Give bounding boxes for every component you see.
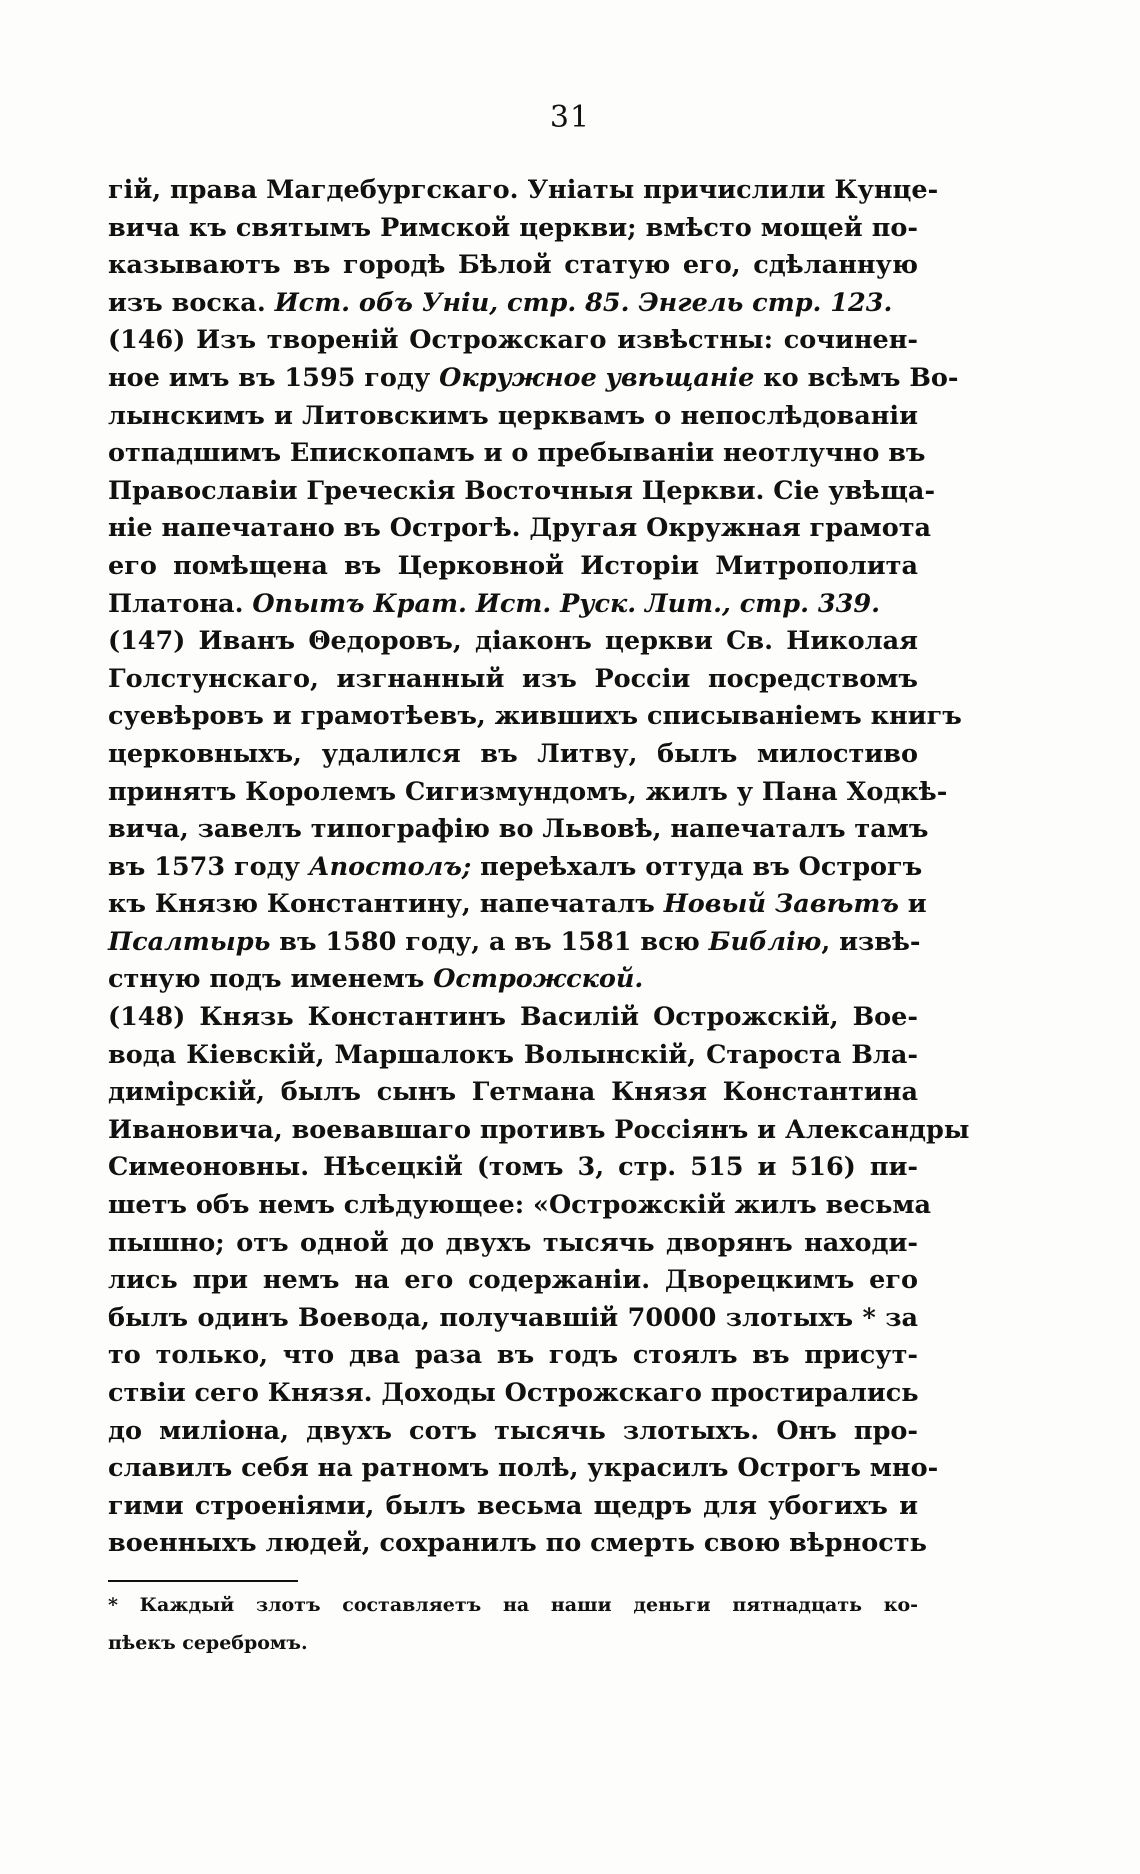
text-segment: вича, завелъ типографію во Львовѣ, напечаталъ тамъ — [108, 814, 929, 845]
text-line — [108, 473, 936, 511]
text-line — [108, 172, 939, 210]
text-segment: и — [898, 889, 927, 920]
text-segment: лынскимъ и Литовскимъ церквамъ о непослѣдованіи — [108, 400, 918, 431]
text-line — [108, 886, 927, 924]
footnote-line: пѣекъ серебромъ. — [108, 1631, 308, 1654]
italic-segment: Ист. объ Уніи, стр. 85. Энгель стр. 123. — [274, 287, 893, 318]
text-line — [108, 811, 929, 849]
text-segment: Ивановича, воевавшаго противъ Россіянъ и Александры — [108, 1114, 970, 1145]
footnote-divider — [108, 1580, 298, 1582]
text-segment: , извѣ- — [821, 926, 921, 957]
text-line — [108, 510, 932, 548]
text-line — [108, 1112, 970, 1150]
text-segment: (147) Иванъ Θедоровъ, діаконъ церкви Св. Николая — [108, 626, 918, 657]
text-segment: изъ воска. — [108, 287, 275, 318]
footnote — [108, 1592, 918, 1667]
text-segment: гій, права Магдебургскаго. Уніаты причислили Кунце- — [108, 175, 939, 205]
text-segment: въ 1573 году — [108, 851, 309, 882]
text-line — [108, 322, 918, 360]
text-line — [108, 1413, 918, 1451]
text-segment: принятъ Королемъ Сигизмундомъ, жилъ у Пана Ходкѣ- — [108, 776, 948, 807]
italic-segment: Острожской. — [433, 964, 644, 995]
text-line — [108, 1187, 932, 1225]
text-line — [108, 1037, 918, 1075]
text-line — [108, 661, 918, 699]
text-line — [108, 210, 918, 248]
text-line — [108, 1225, 918, 1263]
text-segment: ко всѣмъ Во- — [754, 362, 959, 393]
italic-segment: Окружное увѣщаніе — [439, 362, 755, 393]
text-segment: лись при немъ на его содержаніи. Дворецкимъ его — [108, 1265, 918, 1296]
text-line — [108, 623, 918, 661]
text-segment: (148) Князь Константинъ Василій Острожскій, Вое- — [108, 1002, 918, 1033]
text-segment: ствіи сего Князя. Доходы Острожскаго простирались — [108, 1378, 919, 1408]
text-line — [108, 736, 918, 774]
text-segment: вича къ святымъ Римской церкви; вмѣсто мощей по- — [108, 212, 918, 243]
text-segment: Православіи Греческія Восточныя Церкви. Сіе увѣща- — [108, 475, 936, 506]
text-segment: военныхъ людей, сохранилъ по смерть свою вѣрность — [108, 1528, 927, 1559]
text-segment: суевѣровъ и грамотѣевъ, жившихъ списываніемъ книгъ — [108, 701, 962, 732]
text-segment: переѣхалъ оттуда въ Острогъ — [471, 851, 923, 882]
text-line — [108, 435, 926, 473]
page-number: 31 — [549, 100, 591, 135]
text-line — [108, 1337, 918, 1375]
text-segment: казываютъ въ городѣ Бѣлой статую его, сдѣланную — [108, 250, 918, 281]
text-segment: шетъ объ немъ слѣдующее: «Острожскій жилъ весьма — [108, 1190, 932, 1221]
text-segment: пышно; отъ одной до двухъ тысячь дворянъ находи- — [108, 1227, 918, 1258]
text-segment: былъ одинъ Воевода, получавшій 70000 злотыхъ * за — [108, 1302, 918, 1333]
text-line — [108, 548, 918, 586]
text-line — [108, 698, 962, 736]
text-line — [108, 1525, 927, 1563]
text-segment: ніе напечатано въ Острогѣ. Другая Окружная грамота — [108, 513, 932, 544]
text-segment: стную подъ именемъ — [108, 964, 434, 995]
text-segment: церковныхъ, удалился въ Литву, былъ милостиво — [108, 738, 918, 769]
text-line — [108, 398, 918, 436]
text-line — [108, 1262, 918, 1300]
italic-segment: Апостолъ; — [308, 851, 472, 882]
body-text — [108, 172, 970, 1563]
text-line — [108, 285, 918, 323]
text-segment: отпадшимъ Епископамъ и о пребываніи неотлучно въ — [108, 438, 926, 469]
text-segment: до миліона, двухъ сотъ тысячь злотыхъ. Онъ про- — [108, 1415, 918, 1446]
text-segment: славилъ себя на ратномъ полѣ, украсилъ Острогъ мно- — [108, 1453, 939, 1484]
italic-segment: Псалтырь — [108, 926, 271, 957]
text-segment: въ 1580 году, а въ 1581 всю — [270, 926, 709, 957]
text-line — [108, 247, 918, 285]
text-line — [108, 1375, 918, 1413]
text-line — [108, 1074, 918, 1112]
text-line — [108, 924, 921, 962]
text-line — [108, 360, 959, 398]
italic-segment: Библію — [708, 926, 822, 957]
text-segment: то только, что два раза въ годъ стоялъ въ присут- — [108, 1340, 918, 1371]
text-line — [108, 961, 918, 999]
text-segment: Платона. — [108, 588, 253, 619]
text-line — [108, 849, 923, 887]
text-segment: вода Кіевскій, Маршалокъ Волынскій, Староста Вла- — [108, 1039, 918, 1070]
text-line — [108, 1450, 939, 1488]
text-segment: къ Князю Константину, напечаталъ — [108, 889, 664, 920]
text-segment: Голстунскаго, изгнанный изъ Россіи посредствомъ — [108, 663, 918, 694]
text-segment: его помѣщена въ Церковной Исторіи Митрополита — [108, 550, 918, 581]
text-line — [108, 1149, 918, 1187]
text-segment: гими строеніями, былъ весьма щедръ для убогихъ и — [108, 1490, 918, 1521]
text-segment: димірскій, былъ сынъ Гетмана Князя Константина — [108, 1077, 918, 1108]
text-line — [108, 774, 948, 812]
text-line — [108, 586, 918, 624]
text-segment: ное имъ въ 1595 году — [108, 362, 440, 393]
footnote-line: * Каждый злотъ составляетъ на наши деньги пятнадцать ко- — [108, 1594, 918, 1616]
text-segment: Симеоновны. Нѣсецкій (томъ 3, стр. 515 и 516) пи- — [108, 1152, 918, 1183]
text-line — [108, 1488, 918, 1526]
italic-segment: Новый Завѣтъ — [663, 889, 899, 920]
text-line — [108, 1300, 918, 1338]
text-line — [108, 999, 918, 1037]
text-segment: (146) Изъ твореній Острожскаго извѣстны: сочинен- — [108, 325, 918, 356]
italic-segment: Опытъ Крат. Ист. Руск. Лит., стр. 339. — [252, 588, 880, 619]
